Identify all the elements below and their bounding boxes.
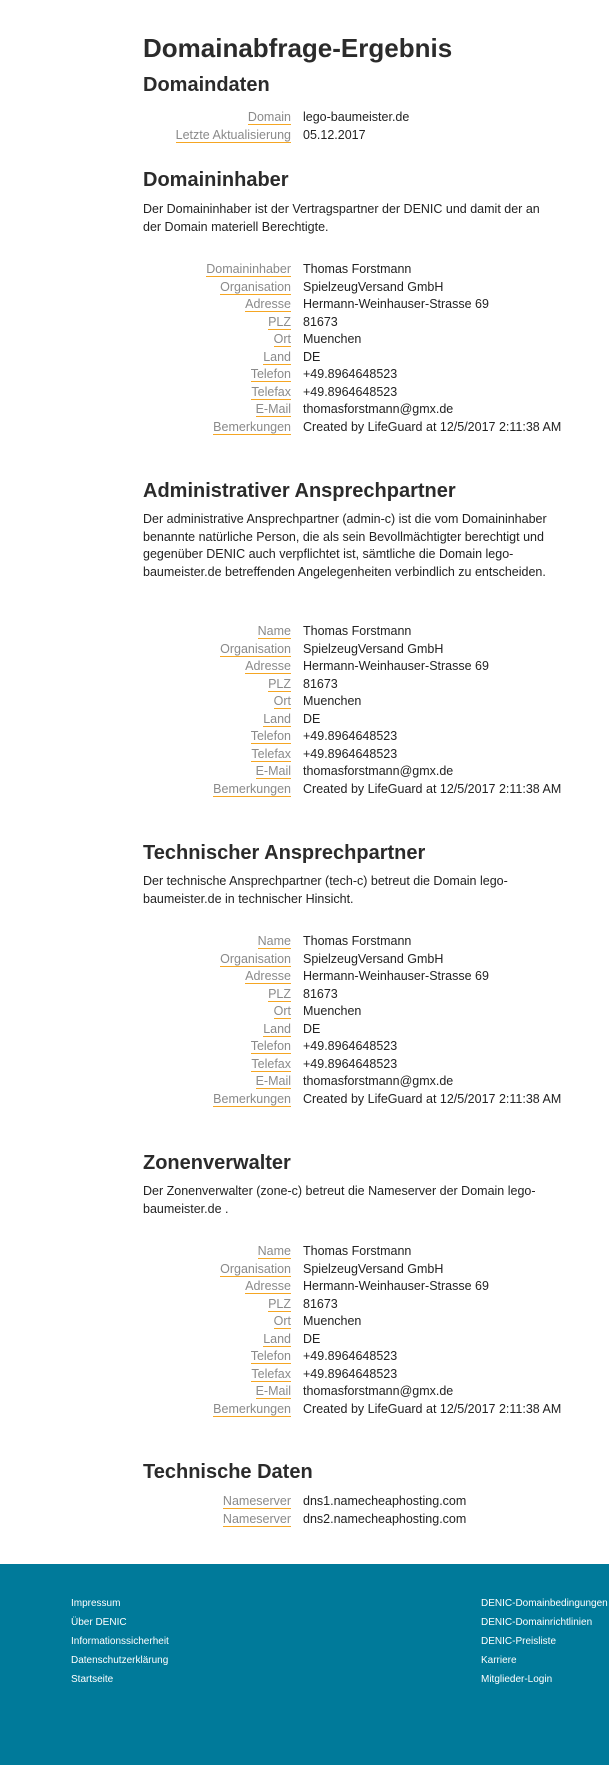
field-label: Telefon (250, 1349, 291, 1363)
field-value: +49.8964648523 (303, 729, 398, 743)
section-heading-zone-c: Zonenverwalter (143, 1152, 291, 1174)
field-label-cell (143, 1073, 291, 1091)
field-value: Hermann-Weinhauser-Strasse 69 (303, 969, 489, 983)
field-label: Name (257, 624, 291, 638)
field-value: Hermann-Weinhauser-Strasse 69 (303, 659, 489, 673)
zone-row-plz (143, 1296, 563, 1314)
field-value: dns2.namecheaphosting.com (303, 1511, 467, 1526)
field-value: Created by LifeGuard at 12/5/2017 2:11:38 AM (303, 1091, 562, 1106)
zone-row-e-mail (143, 1383, 563, 1401)
field-value: DE (303, 1021, 321, 1036)
tech-row-land (143, 1021, 563, 1039)
admin-row-organisation (143, 641, 563, 659)
field-label-cell (143, 693, 291, 711)
field-label-cell (143, 419, 291, 437)
field-value: Hermann-Weinhauser-Strasse 69 (303, 297, 489, 311)
field-label-cell (143, 314, 291, 332)
field-label: Land (263, 711, 291, 726)
field-value: lego-baumeister.de (303, 110, 410, 124)
field-value: +49.8964648523 (303, 384, 398, 399)
zone-row-land (143, 1331, 563, 1349)
field-label: E-Mail (255, 402, 291, 416)
field-value: +49.8964648523 (303, 1039, 398, 1053)
field-value: 05.12.2017 (303, 127, 366, 142)
field-label-cell (143, 658, 291, 676)
field-label: Telefax (251, 384, 291, 399)
field-value: thomasforstmann@gmx.de (303, 764, 454, 778)
field-label-cell (143, 1401, 291, 1419)
field-label-cell (143, 1493, 291, 1511)
inhaber-row-bemerkungen (143, 419, 563, 437)
field-label-cell (143, 1261, 291, 1279)
field-label: Bemerkungen (213, 1401, 291, 1416)
footer-link-denic-preisliste[interactable]: DENIC-Preisliste (481, 1636, 557, 1647)
field-label-cell (143, 986, 291, 1004)
field-label: Ort (273, 1004, 291, 1018)
field-label-cell (143, 1021, 291, 1039)
section-heading-technische-daten: Technische Daten (143, 1461, 313, 1483)
section-heading-domaininhaber: Domaininhaber (143, 169, 289, 191)
field-label-cell (143, 401, 291, 419)
inhaber-row-plz (143, 314, 563, 332)
field-label-cell (143, 623, 291, 641)
field-label: PLZ (268, 676, 291, 691)
tech-row-e-mail (143, 1073, 563, 1091)
field-value: Muenchen (303, 1004, 362, 1018)
field-label: Ort (273, 332, 291, 346)
field-label-cell (143, 349, 291, 367)
field-label: Nameserver (222, 1494, 291, 1508)
tech-row-telefon (143, 1038, 563, 1056)
field-label: Bemerkungen (213, 1091, 291, 1106)
inhaber-row-ort (143, 331, 563, 349)
field-label: Land (263, 349, 291, 364)
field-value: Thomas Forstmann (303, 262, 412, 276)
zone-row-organisation (143, 1261, 563, 1279)
field-value: DE (303, 711, 321, 726)
field-label: Adresse (245, 297, 291, 311)
field-label-cell (143, 746, 291, 764)
field-value: Created by LifeGuard at 12/5/2017 2:11:38 AM (303, 419, 562, 434)
field-label: Organisation (220, 951, 291, 966)
field-label-cell (143, 127, 291, 145)
field-label: Telefon (250, 367, 291, 381)
field-value: Created by LifeGuard at 12/5/2017 2:11:38 AM (303, 781, 562, 796)
tech-c-list (143, 933, 563, 1108)
field-value: Created by LifeGuard at 12/5/2017 2:11:38 AM (303, 1401, 562, 1416)
zone-row-ort (143, 1313, 563, 1331)
site-footer (0, 1564, 609, 1765)
admin-row-ort (143, 693, 563, 711)
field-value: +49.8964648523 (303, 1366, 398, 1381)
domaindaten-row-letzte-aktualisierung (143, 127, 563, 145)
inhaber-row-domaininhaber (143, 261, 563, 279)
footer-link-karriere[interactable]: Karriere (481, 1655, 517, 1666)
field-label-cell (143, 384, 291, 402)
field-label: E-Mail (255, 1074, 291, 1088)
field-label: Organisation (220, 641, 291, 656)
field-label-cell (143, 951, 291, 969)
field-value: SpielzeugVersand GmbH (303, 641, 444, 656)
footer-links-right (481, 1594, 608, 1689)
field-label-cell (143, 676, 291, 694)
footer-link-denic-domainrichtlinien[interactable]: DENIC-Domainrichtlinien (481, 1617, 593, 1628)
field-label-cell (143, 968, 291, 986)
field-label: Name (257, 1244, 291, 1258)
field-label-cell (143, 711, 291, 729)
field-label-cell (143, 1038, 291, 1056)
admin-row-telefon (143, 728, 563, 746)
field-value: SpielzeugVersand GmbH (303, 951, 444, 966)
inhaber-row-organisation (143, 279, 563, 297)
inhaber-row-adresse (143, 296, 563, 314)
domaininhaber-description: Der Domaininhaber ist der Vertragspartner der DENIC und damit der an der Domain materiell Berechtigte. (143, 202, 540, 234)
field-value: Thomas Forstmann (303, 1244, 412, 1258)
field-label: PLZ (268, 1296, 291, 1311)
section-heading-tech-c: Technischer Ansprechpartner (143, 842, 426, 864)
field-value: thomasforstmann@gmx.de (303, 1074, 454, 1088)
field-value: Muenchen (303, 694, 362, 708)
zone-row-telefax (143, 1366, 563, 1384)
zone-c-list (143, 1243, 563, 1418)
footer-links-left (71, 1594, 169, 1689)
field-value: Muenchen (303, 1314, 362, 1328)
field-value: Hermann-Weinhauser-Strasse 69 (303, 1279, 489, 1293)
field-label-cell (143, 1348, 291, 1366)
field-label: Telefon (250, 1039, 291, 1053)
field-label: PLZ (268, 986, 291, 1001)
field-label-cell (143, 1366, 291, 1384)
technische_daten-row-nameserver (143, 1493, 563, 1511)
admin-row-land (143, 711, 563, 729)
tech-row-adresse (143, 968, 563, 986)
tech-row-name (143, 933, 563, 951)
field-label: Adresse (245, 969, 291, 983)
zone-row-adresse (143, 1278, 563, 1296)
field-label-cell (143, 279, 291, 297)
footer-link-mitglieder-login[interactable]: Mitglieder-Login (481, 1674, 553, 1685)
field-label: Land (263, 1021, 291, 1036)
field-label-cell (143, 781, 291, 799)
field-label-cell (143, 763, 291, 781)
inhaber-row-e-mail (143, 401, 563, 419)
field-value: +49.8964648523 (303, 367, 398, 381)
field-label: Ort (273, 694, 291, 708)
footer-link-ber-denic[interactable]: Über DENIC (71, 1617, 127, 1628)
field-label: Domaininhaber (206, 262, 291, 276)
admin-row-plz (143, 676, 563, 694)
field-label: Adresse (245, 659, 291, 673)
inhaber-row-telefon (143, 366, 563, 384)
zone-c-description: Der Zonenverwalter (zone-c) betreut die Nameserver der Domain lego-baumeister.de . (143, 1184, 536, 1216)
field-label: E-Mail (255, 1384, 291, 1398)
field-value: thomasforstmann@gmx.de (303, 1384, 454, 1398)
footer-link-denic-domainbedingungen[interactable]: DENIC-Domainbedingungen (481, 1598, 608, 1609)
technische-daten-list (143, 1493, 563, 1528)
field-value: Thomas Forstmann (303, 934, 412, 948)
section-heading-admin-c: Administrativer Ansprechpartner (143, 480, 456, 502)
field-label-cell (143, 296, 291, 314)
field-value: Thomas Forstmann (303, 624, 412, 638)
field-label: Organisation (220, 1261, 291, 1276)
field-label: E-Mail (255, 764, 291, 778)
field-label-cell (143, 1383, 291, 1401)
admin-row-name (143, 623, 563, 641)
section-heading-domaindaten: Domaindaten (143, 74, 270, 96)
field-value: 81673 (303, 1296, 338, 1311)
field-label: Telefax (251, 1056, 291, 1071)
domaininhaber-list (143, 261, 563, 436)
field-label-cell (143, 933, 291, 951)
field-value: 81673 (303, 676, 338, 691)
field-value: 81673 (303, 986, 338, 1001)
field-label-cell (143, 366, 291, 384)
tech-row-plz (143, 986, 563, 1004)
field-value: +49.8964648523 (303, 1349, 398, 1363)
field-label: Name (257, 934, 291, 948)
tech-row-organisation (143, 951, 563, 969)
admin-row-bemerkungen (143, 781, 563, 799)
field-value: +49.8964648523 (303, 1056, 398, 1071)
field-value: Muenchen (303, 332, 362, 346)
field-label: Bemerkungen (213, 781, 291, 796)
tech-c-description: Der technische Ansprechpartner (tech-c) betreut die Domain lego-baumeister.de in technischer Hinsicht. (143, 874, 508, 906)
field-label-cell (143, 1296, 291, 1314)
field-label-cell (143, 1331, 291, 1349)
field-value: thomasforstmann@gmx.de (303, 402, 454, 416)
technische_daten-row-nameserver (143, 1511, 563, 1529)
field-label-cell (143, 1313, 291, 1331)
field-value: +49.8964648523 (303, 746, 398, 761)
field-label: Telefax (251, 746, 291, 761)
field-value: 81673 (303, 314, 338, 329)
field-label-cell (143, 1056, 291, 1074)
field-label: Telefon (250, 729, 291, 743)
field-value: dns1.namecheaphosting.com (303, 1494, 467, 1508)
tech-row-ort (143, 1003, 563, 1021)
field-value: DE (303, 1331, 321, 1346)
domaindaten-row-domain (143, 109, 563, 127)
zone-row-telefon (143, 1348, 563, 1366)
footer-link-informationssicherheit[interactable]: Informationssicherheit (71, 1636, 169, 1647)
field-label: Land (263, 1331, 291, 1346)
footer-link-impressum[interactable]: Impressum (71, 1598, 121, 1609)
field-label-cell (143, 109, 291, 127)
domaindaten-list (143, 109, 563, 144)
footer-link-datenschutzerkl-rung[interactable]: Datenschutzerklärung (71, 1655, 169, 1666)
field-label: Telefax (251, 1366, 291, 1381)
page-title: Domainabfrage-Ergebnis (143, 33, 453, 63)
field-label: Letzte Aktualisierung (175, 127, 291, 142)
field-label-cell (143, 1278, 291, 1296)
admin-row-telefax (143, 746, 563, 764)
field-label: PLZ (268, 314, 291, 329)
field-value: SpielzeugVersand GmbH (303, 1261, 444, 1276)
zone-row-bemerkungen (143, 1401, 563, 1419)
footer-link-startseite[interactable]: Startseite (71, 1674, 114, 1685)
field-label-cell (143, 331, 291, 349)
field-label: Organisation (220, 279, 291, 294)
field-label-cell (143, 1243, 291, 1261)
field-label-cell (143, 1091, 291, 1109)
field-label-cell (143, 261, 291, 279)
tech-row-telefax (143, 1056, 563, 1074)
field-label: Nameserver (222, 1511, 291, 1526)
inhaber-row-telefax (143, 384, 563, 402)
admin-row-adresse (143, 658, 563, 676)
field-label: Ort (273, 1314, 291, 1328)
field-label: Bemerkungen (213, 419, 291, 434)
inhaber-row-land (143, 349, 563, 367)
field-value: DE (303, 349, 321, 364)
field-label-cell (143, 728, 291, 746)
tech-row-bemerkungen (143, 1091, 563, 1109)
field-label-cell (143, 1003, 291, 1021)
field-value: SpielzeugVersand GmbH (303, 279, 444, 294)
admin-c-list (143, 623, 563, 798)
admin-c-description: Der administrative Ansprechpartner (admin-c) ist die vom Domaininhaber benannte natürliche Person, die als sein Bevollmächtigter berechtigt und gegenüber DENIC auch verpflichtet ist, sämtliche die Domain lego-baumeister.de betreffenden Angelegenheiten verbindlich zu entscheiden. (143, 512, 547, 579)
zone-row-name (143, 1243, 563, 1261)
field-label: Adresse (245, 1279, 291, 1293)
field-label: Domain (247, 110, 291, 124)
field-label-cell (143, 641, 291, 659)
admin-row-e-mail (143, 763, 563, 781)
field-label-cell (143, 1511, 291, 1529)
